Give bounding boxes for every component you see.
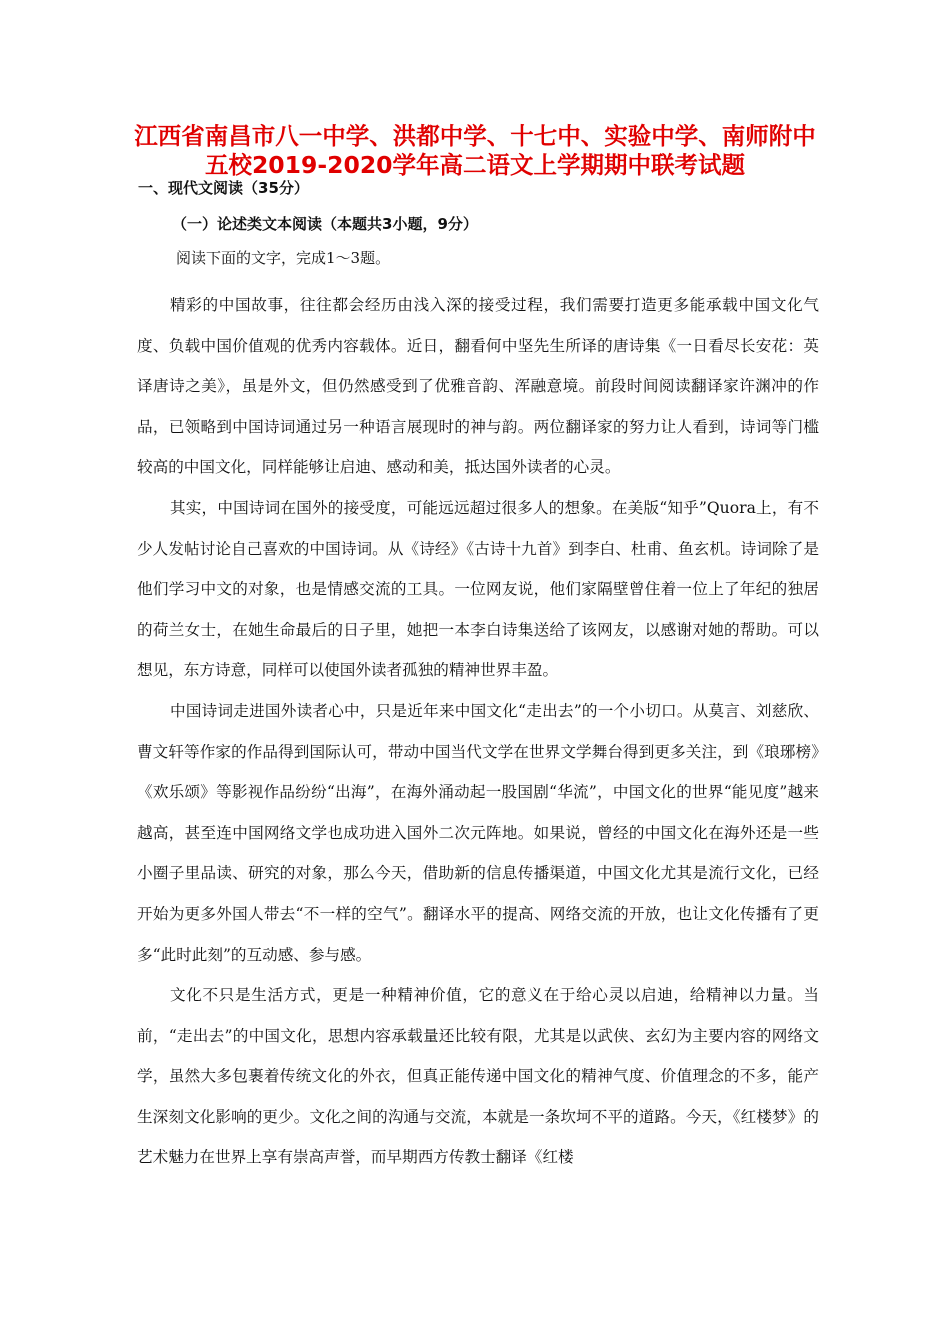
document-title: 江西省南昌市八一中学、洪都中学、十七中、实验中学、南师附中五校2019-2020学年高二语文上学期期中联考试题 bbox=[134, 122, 816, 179]
subsection-heading: （一）论述类文本阅读（本题共3小题，9分） bbox=[172, 215, 478, 233]
section-heading: 一、现代文阅读（35分） bbox=[138, 179, 309, 197]
paragraph-4: 文化不只是生活方式，更是一种精神价值，它的意义在于给心灵以启迪，给精神以力量。当前，“走出去”的中国文化，思想内容承载量还比较有限，尤其是以武侠、玄幻为主要内容的网络文学，虽然大多包裹着传统文化的外衣，但真正能传递中国文化的精神气度、价值理念的不多，能产生深刻文化影响的更少。文化之间的沟通与交流，本就是一条坎坷不平的道路。今天，《红楼梦》的艺术魅力在世界上享有崇高声誉，而早期西方传教士翻译《红楼 bbox=[137, 986, 819, 1167]
paragraph-2: 其实，中国诗词在国外的接受度，可能远远超过很多人的想象。在美版“知乎”Quora上，有不少人发帖讨论自己喜欢的中国诗词。从《诗经》《古诗十九首》到李白、杜甫、鱼玄机。诗词除了是他们学习中文的对象，也是情感交流的工具。一位网友说，他们家隔壁曾住着一位上了年纪的独居的荷兰女士，在她生命最后的日子里，她把一本李白诗集送给了该网友，以感谢对她的帮助。可以想见，东方诗意，同样可以使国外读者孤独的精神世界丰盈。 bbox=[137, 498, 819, 680]
paragraph-3: 中国诗词走进国外读者心中，只是近年来中国文化“走出去”的一个小切口。从莫言、刘慈欣、曹文轩等作家的作品得到国际认可，带动中国当代文学在世界文学舞台得到更多关注，到《琅琊榜》《欢乐颂》等影视作品纷纷“出海”，在海外涌动起一股国剧“华流”，中国文化的世界“能见度”越来越高，甚至连中国网络文学也成功进入国外二次元阵地。如果说，曾经的中国文化在海外还是一些小圈子里品读、研究的对象，那么今天，借助新的信息传播渠道，中国文化尤其是流行文化，已经开始为更多外国人带去“不一样的空气”。翻译水平的提高、网络交流的开放，也让文化传播有了更多“此时此刻”的互动感、参与感。 bbox=[137, 701, 819, 964]
reading-instruction: 阅读下面的文字，完成1～3题。 bbox=[176, 249, 391, 267]
article-body bbox=[137, 285, 819, 1178]
paragraph-1: 精彩的中国故事，往往都会经历由浅入深的接受过程，我们需要打造更多能承载中国文化气度、负载中国价值观的优秀内容载体。近日，翻看何中坚先生所译的唐诗集《一日看尽长安花：英译唐诗之美》，虽是外文，但仍然感受到了优雅音韵、浑融意境。前段时间阅读翻译家许渊冲的作品，已领略到中国诗词通过另一种语言展现时的神与韵。两位翻译家的努力让人看到，诗词等门槛较高的中国文化，同样能够让启迪、感动和美，抵达国外读者的心灵。 bbox=[137, 296, 819, 477]
